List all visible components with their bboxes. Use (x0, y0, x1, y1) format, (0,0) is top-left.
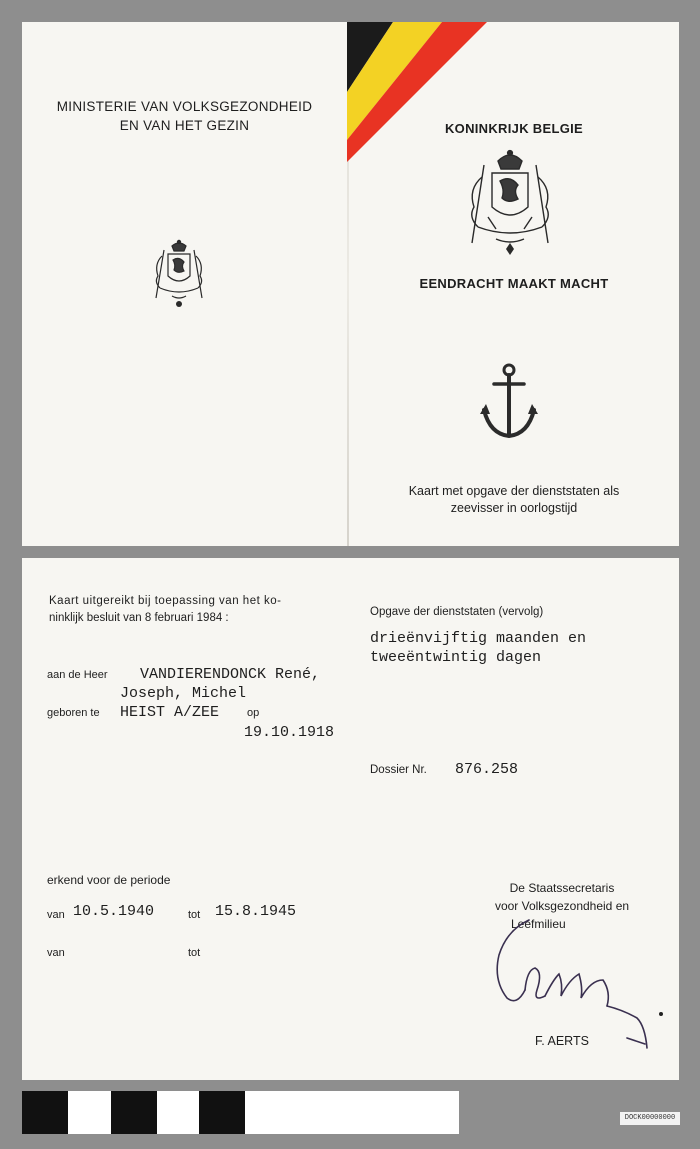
intro-line-1: Kaart uitgereikt bij toepassing van het ko- (49, 595, 282, 607)
secretary-title-line-2: voor Volksgezondheid en (494, 899, 630, 913)
label-tot-2: tot (188, 947, 201, 959)
ministry-line-2: EN VAN HET GEZIN (119, 118, 250, 133)
motto: EENDRACHT MAAKT MACHT (419, 276, 609, 291)
secretary-title-line-1: De Staatssecretaris (509, 881, 615, 895)
caption-line-2: zeevisser in oorlogstijd (450, 501, 578, 515)
dossier-label: Dossier Nr. (370, 764, 427, 776)
recipient-name-line-2: Joseph, Michel (120, 685, 247, 702)
birthdate: 19.10.1918 (244, 724, 335, 741)
coat-of-arms-small-icon (150, 238, 208, 312)
signatory-name: F. AERTS (535, 1034, 589, 1048)
label-tot-1: tot (188, 909, 201, 921)
label-geboren-te: geboren te (47, 707, 100, 719)
label-aan-de-heer: aan de Heer (47, 669, 108, 681)
archive-reference-tag: DOCK00000000 (620, 1112, 680, 1125)
label-op: op (247, 707, 260, 719)
signature-image (487, 910, 667, 1050)
strip-block (22, 1091, 68, 1134)
label-van-1: van (47, 909, 65, 921)
service-record-label: Opgave der dienststaten (vervolg) (370, 606, 544, 618)
archive-color-strip (22, 1091, 459, 1134)
service-duration-line-1: drieënvijftig maanden en (370, 630, 587, 647)
label-van-2: van (47, 947, 65, 959)
recipient-name-line-1: VANDIERENDONCK René, (140, 666, 321, 683)
card-front-cover (22, 22, 679, 546)
secretary-title-line-3: Leefmilieu (511, 917, 566, 931)
coat-of-arms-large-icon (462, 147, 558, 257)
caption-line-1: Kaart met opgave der dienststaten als (408, 484, 620, 498)
birthplace: HEIST A/ZEE (120, 704, 220, 721)
dossier-number: 876.258 (455, 761, 519, 778)
period-from-1: 10.5.1940 (73, 903, 155, 920)
strip-block (199, 1091, 245, 1134)
period-to-1: 15.8.1945 (215, 903, 297, 920)
service-duration-line-2: tweeëntwintig dagen (370, 649, 542, 666)
intro-line-2: ninklijk besluit van 8 februari 1984 : (49, 612, 229, 624)
flag-stripes-icon (347, 22, 487, 162)
label-erkend-periode: erkend voor de periode (47, 873, 171, 887)
card-inside (22, 558, 679, 1080)
strip-block (111, 1091, 157, 1134)
anchor-icon (480, 362, 538, 442)
belgian-flag-stripe (347, 22, 487, 162)
ministry-line-1: MINISTERIE VAN VOLKSGEZONDHEID (56, 99, 313, 114)
kingdom-title: KONINKRIJK BELGIE (444, 121, 583, 136)
